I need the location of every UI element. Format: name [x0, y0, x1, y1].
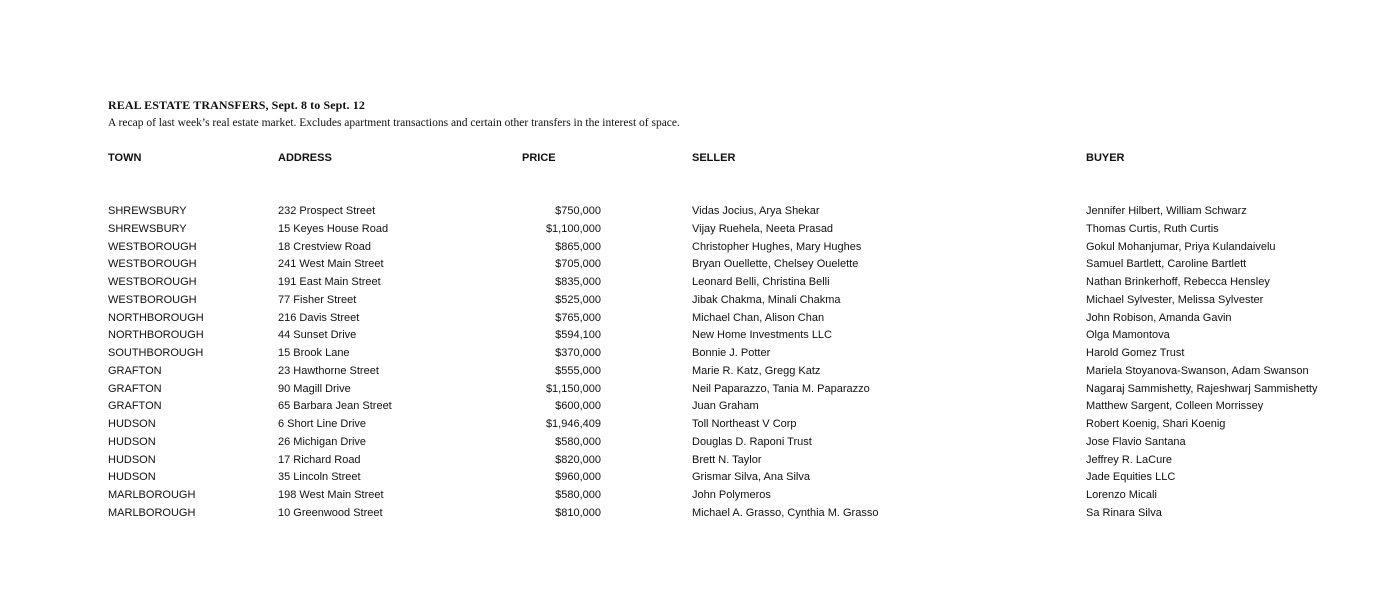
table-row: [0, 489, 1396, 507]
cell-town: GRAFTON: [108, 382, 162, 395]
cell-address: 232 Prospect Street: [278, 205, 376, 217]
table-row: [0, 454, 1396, 472]
cell-seller: Neil Paparazzo, Tania M. Paparazzo: [692, 382, 870, 395]
cell-address: 26 Michigan Drive: [278, 435, 367, 448]
cell-address: 15 Brook Lane: [278, 347, 350, 359]
table-row: [0, 471, 1396, 489]
cell-address: 17 Richard Road: [278, 453, 361, 466]
cell-seller: Bonnie J. Potter: [692, 347, 771, 359]
cell-seller: Michael A. Grasso, Cynthia M. Grasso: [692, 506, 879, 519]
table-row: [0, 383, 1396, 401]
table-row: [0, 223, 1396, 241]
cell-buyer: Samuel Bartlett, Caroline Bartlett: [1086, 258, 1247, 271]
cell-price: $600,000: [555, 400, 601, 413]
cell-buyer: Michael Sylvester, Melissa Sylvester: [1086, 293, 1264, 306]
cell-price: $865,000: [555, 240, 601, 253]
cell-buyer: Matthew Sargent, Colleen Morrissey: [1086, 400, 1264, 413]
cell-buyer: Gokul Mohanjumar, Priya Kulandaivelu: [1086, 240, 1276, 253]
cell-town: HUDSON: [108, 418, 156, 430]
cell-address: 90 Magill Drive: [278, 382, 351, 395]
cell-seller: Brett N. Taylor: [692, 453, 762, 466]
column-header-price: PRICE: [522, 152, 556, 164]
cell-price: $810,000: [555, 506, 601, 519]
cell-town: WESTBOROUGH: [108, 258, 197, 271]
cell-price: $835,000: [555, 276, 601, 288]
table-row: [0, 276, 1396, 294]
cell-seller: Vidas Jocius, Arya Shekar: [692, 205, 820, 217]
cell-price: $580,000: [555, 489, 601, 501]
cell-town: GRAFTON: [108, 364, 162, 377]
cell-price: $1,150,000: [545, 382, 601, 395]
cell-buyer: Thomas Curtis, Ruth Curtis: [1086, 222, 1219, 235]
cell-buyer: Nagaraj Sammishetty, Rajeshwarj Sammishetty: [1086, 382, 1318, 395]
cell-price: $580,000: [555, 435, 601, 448]
table-body: [0, 205, 1396, 525]
page-subtitle: A recap of last week’s real estate market. Excludes apartment transactions and certain other transfers in the interest of space.: [108, 117, 680, 129]
cell-seller: Marie R. Katz, Gregg Katz: [692, 364, 821, 377]
table-row: [0, 400, 1396, 418]
cell-town: HUDSON: [108, 453, 156, 466]
cell-address: 10 Greenwood Street: [278, 506, 383, 519]
cell-price: $960,000: [555, 471, 601, 484]
column-header-buyer: BUYER: [1086, 152, 1125, 164]
cell-buyer: Sa Rinara Silva: [1086, 506, 1162, 519]
cell-price: $750,000: [555, 205, 601, 217]
cell-town: MARLBOROUGH: [108, 489, 196, 501]
cell-price: $1,946,409: [545, 418, 601, 430]
cell-town: SOUTHBOROUGH: [108, 347, 204, 359]
cell-address: 191 East Main Street: [278, 276, 381, 288]
table-row: [0, 436, 1396, 454]
cell-address: 198 West Main Street: [278, 489, 384, 501]
cell-buyer: John Robison, Amanda Gavin: [1086, 311, 1232, 324]
cell-buyer: Olga Mamontova: [1086, 329, 1170, 342]
cell-address: 77 Fisher Street: [278, 293, 357, 306]
cell-seller: Bryan Ouellette, Chelsey Ouelette: [692, 258, 859, 271]
cell-town: SHREWSBURY: [108, 222, 187, 235]
cell-buyer: Jade Equities LLC: [1086, 471, 1176, 484]
cell-price: $525,000: [555, 293, 601, 306]
page-title: REAL ESTATE TRANSFERS, Sept. 8 to Sept. 12: [108, 98, 365, 112]
cell-town: NORTHBOROUGH: [108, 311, 204, 324]
cell-buyer: Jeffrey R. LaCure: [1086, 453, 1173, 466]
cell-seller: Douglas D. Raponi Trust: [692, 435, 812, 448]
cell-price: $1,100,000: [545, 222, 601, 235]
cell-buyer: Robert Koenig, Shari Koenig: [1086, 418, 1226, 430]
table-row: [0, 365, 1396, 383]
cell-seller: Leonard Belli, Christina Belli: [692, 276, 830, 288]
cell-seller: Jibak Chakma, Minali Chakma: [692, 293, 841, 306]
cell-seller: Vijay Ruehela, Neeta Prasad: [692, 222, 834, 235]
cell-address: 6 Short Line Drive: [278, 418, 367, 430]
table-row: [0, 507, 1396, 525]
cell-town: NORTHBOROUGH: [108, 329, 204, 342]
cell-town: WESTBOROUGH: [108, 293, 197, 306]
table-row: [0, 205, 1396, 223]
table-row: [0, 294, 1396, 312]
cell-seller: Christopher Hughes, Mary Hughes: [692, 240, 862, 253]
cell-town: HUDSON: [108, 435, 156, 448]
cell-seller: Juan Graham: [692, 400, 759, 413]
cell-town: WESTBOROUGH: [108, 240, 197, 253]
table-row: [0, 258, 1396, 276]
cell-address: 44 Sunset Drive: [278, 329, 357, 342]
cell-town: MARLBOROUGH: [108, 506, 196, 519]
table-row: [0, 418, 1396, 436]
cell-town: GRAFTON: [108, 400, 162, 413]
cell-address: 216 Davis Street: [278, 311, 360, 324]
cell-price: $370,000: [555, 347, 601, 359]
cell-seller: Michael Chan, Alison Chan: [692, 311, 825, 324]
column-header-address: ADDRESS: [278, 152, 332, 164]
table-row: [0, 312, 1396, 330]
cell-seller: New Home Investments LLC: [692, 329, 832, 342]
cell-price: $594,100: [555, 329, 601, 342]
cell-price: $555,000: [555, 364, 601, 377]
cell-price: $820,000: [555, 453, 601, 466]
cell-address: 15 Keyes House Road: [278, 222, 389, 235]
cell-town: WESTBOROUGH: [108, 276, 197, 288]
cell-seller: John Polymeros: [692, 489, 771, 501]
cell-seller: Toll Northeast V Corp: [692, 418, 797, 430]
cell-address: 65 Barbara Jean Street: [278, 400, 392, 413]
table-row: [0, 241, 1396, 259]
cell-buyer: Jose Flavio Santana: [1086, 435, 1186, 448]
cell-price: $705,000: [555, 258, 601, 271]
table-row: [0, 329, 1396, 347]
cell-address: 23 Hawthorne Street: [278, 364, 379, 377]
cell-buyer: Lorenzo Micali: [1086, 489, 1157, 501]
column-header-town: TOWN: [108, 152, 142, 164]
cell-address: 241 West Main Street: [278, 258, 384, 271]
cell-address: 35 Lincoln Street: [278, 471, 361, 484]
table-row: [0, 347, 1396, 365]
cell-price: $765,000: [555, 311, 601, 324]
cell-address: 18 Crestview Road: [278, 240, 371, 253]
cell-buyer: Harold Gomez Trust: [1086, 347, 1185, 359]
cell-town: SHREWSBURY: [108, 205, 187, 217]
cell-buyer: Mariela Stoyanova-Swanson, Adam Swanson: [1086, 364, 1309, 377]
cell-town: HUDSON: [108, 471, 156, 484]
cell-seller: Grismar Silva, Ana Silva: [692, 471, 810, 484]
cell-buyer: Jennifer Hilbert, William Schwarz: [1086, 205, 1247, 217]
column-header-seller: SELLER: [692, 152, 736, 164]
cell-buyer: Nathan Brinkerhoff, Rebecca Hensley: [1086, 276, 1270, 288]
